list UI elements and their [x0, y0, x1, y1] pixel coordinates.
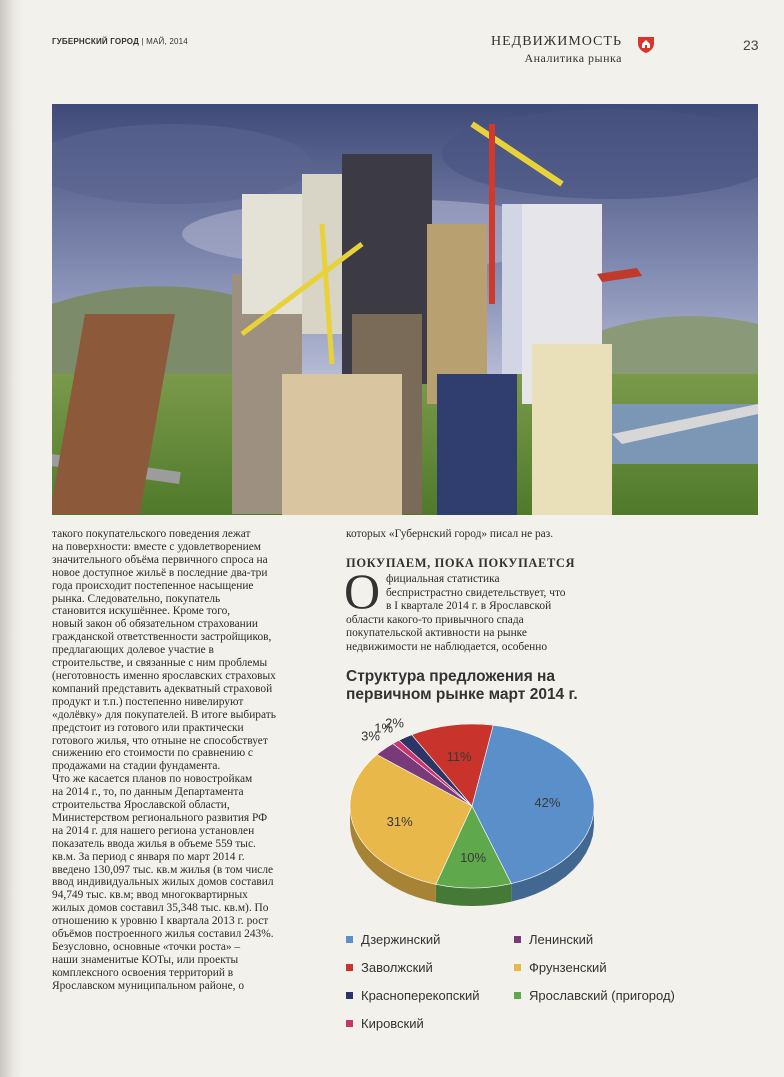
pie-slice-label: 3% — [361, 728, 380, 744]
city-skyline-illustration — [52, 104, 758, 515]
publication-header: ГУБЕРНСКИЙ ГОРОД | МАЙ, 2014 — [52, 37, 188, 46]
article-lead-paragraph — [346, 573, 618, 655]
pie-slice-label: 42% — [534, 795, 561, 811]
page-number: 23 — [743, 37, 759, 53]
article-line: новый закон об обязательном страховании — [52, 618, 258, 631]
article-line: значительного объёма первичного спроса на — [52, 553, 268, 566]
pie-slice-label: 1% — [374, 720, 394, 736]
article-line: компаний представить адекватный страховой — [52, 682, 273, 695]
pie-slice-label: 11% — [446, 748, 472, 764]
article-line: ввод индивидуальных жилых домов составил — [52, 876, 274, 889]
legend-label: Красноперекопский — [361, 988, 480, 1003]
article-line: объёмов построенного жилья составил 243%. — [52, 928, 274, 941]
article-line: такого покупательского поведения лежат — [52, 528, 251, 540]
article-line: новое доступное жильё в последние два-три — [52, 566, 268, 579]
article-line: «долёвку» для покупателей. В итоге выбирать — [52, 708, 276, 721]
article-line: на поверхности: вместе с удовлетворением — [52, 540, 261, 553]
article-line: снижению его стоимости по сравнению с — [52, 747, 253, 760]
article-line: продажами на стадии фундамента. — [52, 760, 221, 773]
article-line: строительстве, и связанные с ним проблемы — [52, 657, 268, 670]
article-line: гражданской ответственности застройщиков, — [52, 631, 272, 644]
article-line: становится искушённее. Кроме того, — [52, 605, 231, 618]
legend-item — [514, 932, 593, 947]
shield-logo-icon — [636, 34, 656, 54]
legend-label: Ярославский (пригород) — [529, 988, 675, 1003]
legend-item — [514, 988, 675, 1003]
legend-item — [346, 932, 440, 947]
article-subheading: ПОКУПАЕМ, ПОКА ПОКУПАЕТСЯ — [346, 556, 576, 570]
publication-name: ГУБЕРНСКИЙ ГОРОД — [52, 37, 139, 46]
article-left-column — [52, 528, 324, 993]
legend-swatch — [346, 1020, 353, 1027]
article-line: отношению к уровню I квартала 2013 г. рост — [52, 915, 269, 928]
article-line: показатель ввода жилья в объеме 559 тыс. — [52, 837, 256, 850]
lead-line: фициальная статистика — [386, 573, 500, 585]
lead-line: беспристрастно свидетельствует, что — [386, 586, 566, 599]
pie-slice-label: 10% — [460, 849, 487, 865]
article-line: наши знаменитые КОТы, или проекты — [52, 953, 239, 966]
article-line: Министерством регионального развития РФ — [52, 811, 268, 824]
article-line: предстоит из готового или практически — [52, 721, 244, 734]
section-header — [491, 34, 622, 66]
legend-label: Ленинский — [529, 932, 594, 947]
article-line: Безусловно, основные «точки роста» – — [52, 941, 241, 953]
legend-item — [514, 960, 607, 975]
legend-label: Кировский — [361, 1016, 424, 1031]
chart-title-line: Структура предложения на — [346, 668, 556, 685]
section-subtitle: Аналитика рынка — [524, 51, 622, 65]
pie-slice-label: 31% — [386, 813, 413, 829]
article-line: введено 130,097 тыс. кв.м жилья (в том числе — [52, 863, 274, 876]
article-line: 94,749 тыс. кв.м; ввод многоквартирных — [52, 889, 248, 902]
section-title: НЕДВИЖИМОСТЬ — [491, 34, 622, 49]
article-line: готового жилья, что отныне не способствует — [52, 734, 268, 747]
article-line: на 2014 г., то, по данным Департамента — [52, 786, 244, 799]
issue-date: МАЙ, 2014 — [146, 37, 188, 46]
pie-slice-label: 2% — [385, 716, 404, 731]
legend-item — [346, 988, 480, 1003]
article-line: Ярославском муниципальном районе, о — [52, 979, 245, 992]
chart-title-line: первичном рынке март 2014 г. — [346, 686, 578, 703]
article-line: комплексного освоения территорий в — [52, 966, 234, 979]
chart-title — [346, 668, 636, 704]
article-line: жилых домов составил 35,348 тыс. кв.м). По — [52, 902, 269, 915]
article-line: предлагающих долевое участие в — [52, 644, 214, 657]
legend-swatch — [514, 992, 521, 999]
legend-label: Фрунзенский — [529, 960, 607, 975]
lead-line: недвижимости не наблюдается, особенно — [346, 640, 548, 653]
legend-swatch — [346, 992, 353, 999]
chart-legend — [346, 932, 746, 1036]
article-line: продукт и т.п.) постепенно нивелируют — [52, 695, 244, 708]
pie-chart — [340, 716, 630, 932]
article-right-continuation: которых «Губернский город» писал не раз. — [346, 528, 554, 540]
article-line: на 2014 г. для нашего региона установлен — [52, 824, 255, 837]
page-gutter-shadow — [0, 0, 22, 1077]
article-line: рынка. Следовательно, покупатель — [52, 592, 221, 605]
legend-swatch — [346, 964, 353, 971]
article-line: Что же касается планов по новостройкам — [52, 773, 253, 786]
article-line: года происходит постепенное насыщение — [52, 579, 254, 592]
hero-illustration — [52, 104, 758, 515]
article-line: строительства Ярославской области, — [52, 799, 230, 812]
lead-line: покупательской активности на рынке — [346, 627, 527, 640]
article-line: (неготовность именно ярославских страховых — [52, 669, 276, 682]
legend-label: Дзержинский — [361, 932, 441, 947]
legend-swatch — [346, 936, 353, 943]
legend-item — [346, 960, 433, 975]
lead-line: области какого-то привычного спада — [346, 613, 524, 626]
legend-label: Заволжский — [361, 960, 433, 975]
lead-line: в I квартале 2014 г. в Ярославской — [386, 600, 552, 613]
legend-swatch — [514, 936, 521, 943]
drop-cap: О — [344, 563, 381, 619]
article-line: кв.м. За период с января по март 2014 г. — [52, 850, 245, 863]
legend-swatch — [514, 964, 521, 971]
legend-item — [346, 1016, 424, 1031]
